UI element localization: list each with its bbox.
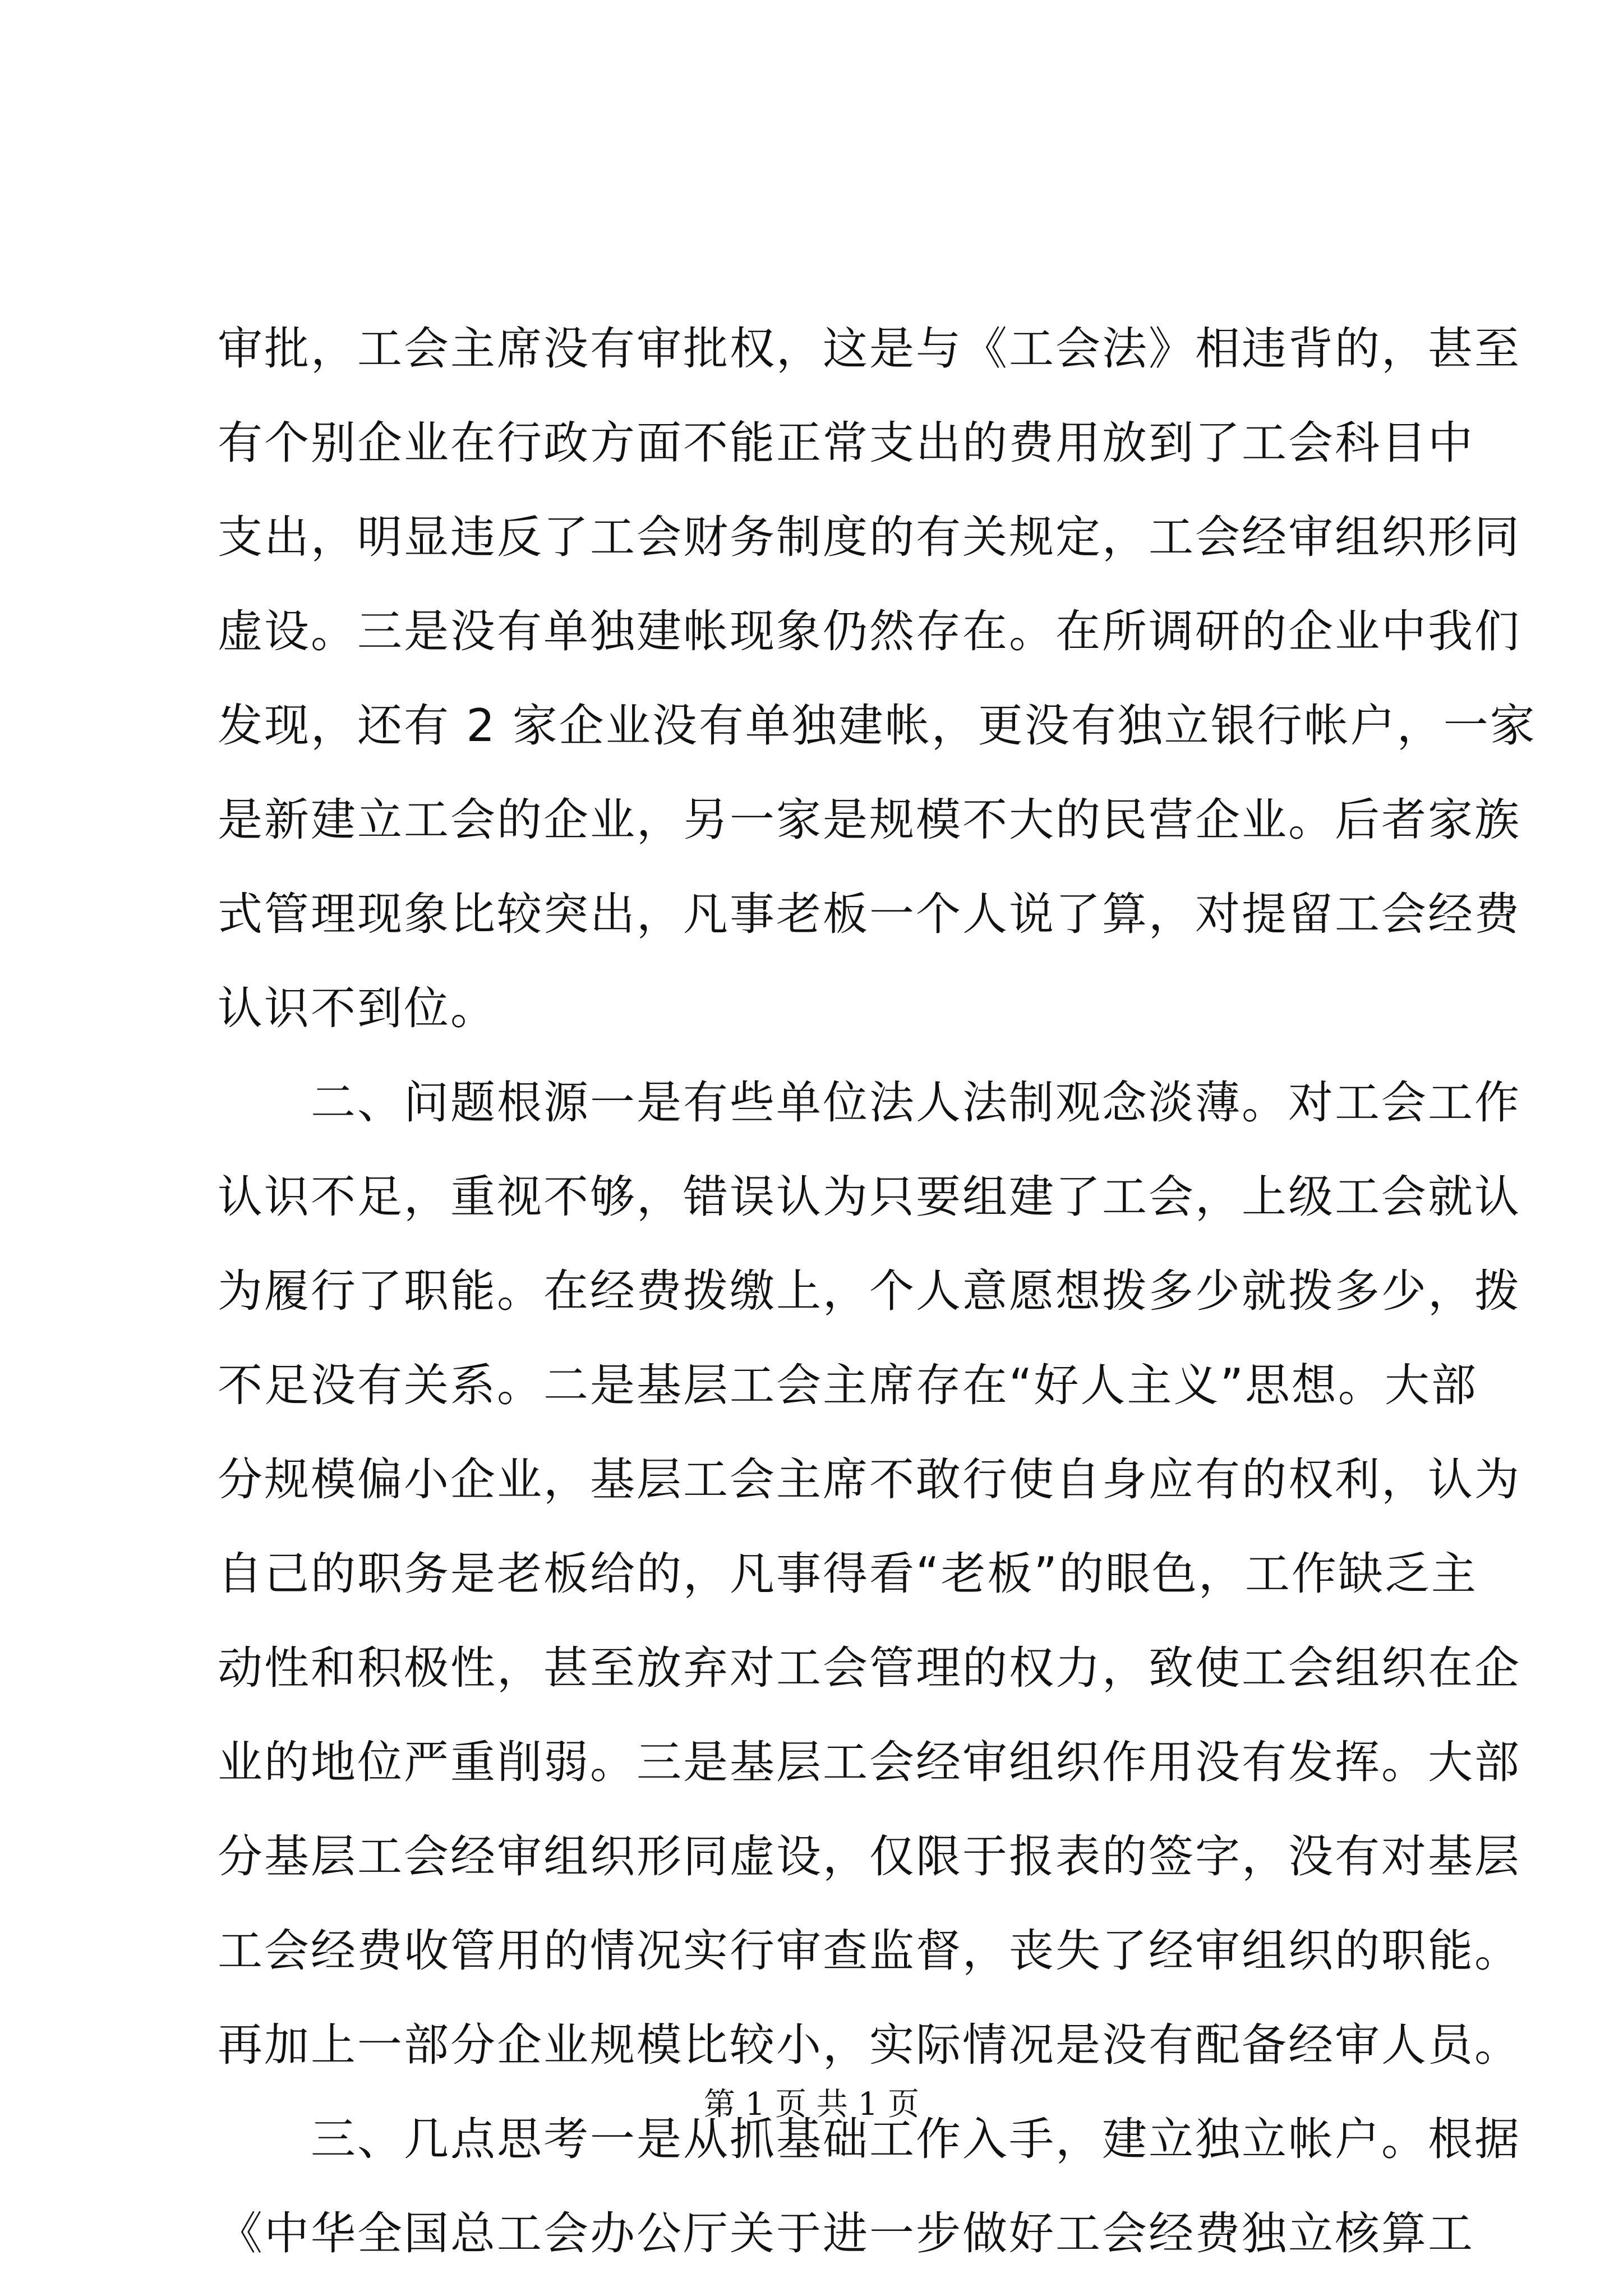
text-line-20: 三、几点思考一是从抓基础工作入手，建立独立帐户。根据	[218, 2113, 1521, 2165]
text-line-5: 发现，还有 2 家企业没有单独建帐，更没有独立银行帐户，一家	[218, 700, 1537, 752]
text-line-10: 认识不足，重视不够，错误认为只要组建了工会，上级工会就认	[218, 1171, 1521, 1223]
text-line-8: 认识不到位。	[218, 982, 497, 1034]
text-line-17: 分基层工会经审组织形同虚设，仅限于报表的签字，没有对基层	[218, 1830, 1521, 1883]
text-line-4: 虚设。三是没有单独建帐现象仍然存在。在所调研的企业中我们	[218, 605, 1521, 657]
body-text	[218, 302, 1537, 2281]
text-line-15: 动性和积极性，甚至放弃对工会管理的权力，致使工会组织在企	[218, 1642, 1521, 1694]
text-line-3: 支出，明显违反了工会财务制度的有关规定，工会经审组织形同	[218, 511, 1521, 563]
text-line-14: 自己的职务是老板给的，凡事得看“老板”的眼色，工作缺乏主	[218, 1548, 1478, 1600]
text-line-16: 业的地位严重削弱。三是基层工会经审组织作用没有发挥。大部	[218, 1736, 1521, 1788]
text-line-6: 是新建立工会的企业，另一家是规模不大的民营企业。后者家族	[218, 794, 1521, 846]
text-line-7: 式管理现象比较突出，凡事老板一个人说了算，对提留工会经费	[218, 888, 1521, 940]
text-line-1: 审批，工会主席没有审批权，这是与《工会法》相违背的，甚至	[218, 323, 1521, 375]
text-line-2: 有个别企业在行政方面不能正常支出的费用放到了工会科目中	[218, 417, 1474, 469]
text-line-19: 再加上一部分企业规模比较小，实际情况是没有配备经审人员。	[218, 2019, 1521, 2071]
text-line-12: 不足没有关系。二是基层工会主席存在“好人主义”思想。大部	[218, 1359, 1478, 1411]
text-line-11: 为履行了职能。在经费拨缴上，个人意愿想拨多少就拨多少，拨	[218, 1265, 1521, 1317]
text-line-9: 二、问题根源一是有些单位法人法制观念淡薄。对工会工作	[218, 1076, 1521, 1129]
page-footer: 第 1 页 共 1 页	[703, 2086, 920, 2123]
text-line-21: 《中华全国总工会办公厅关于进一步做好工会经费独立核算工	[218, 2207, 1474, 2260]
text-line-18: 工会经费收管用的情况实行审查监督，丧失了经审组织的职能。	[218, 1925, 1521, 1977]
text-line-13: 分规模偏小企业，基层工会主席不敢行使自身应有的权利，认为	[218, 1453, 1521, 1506]
